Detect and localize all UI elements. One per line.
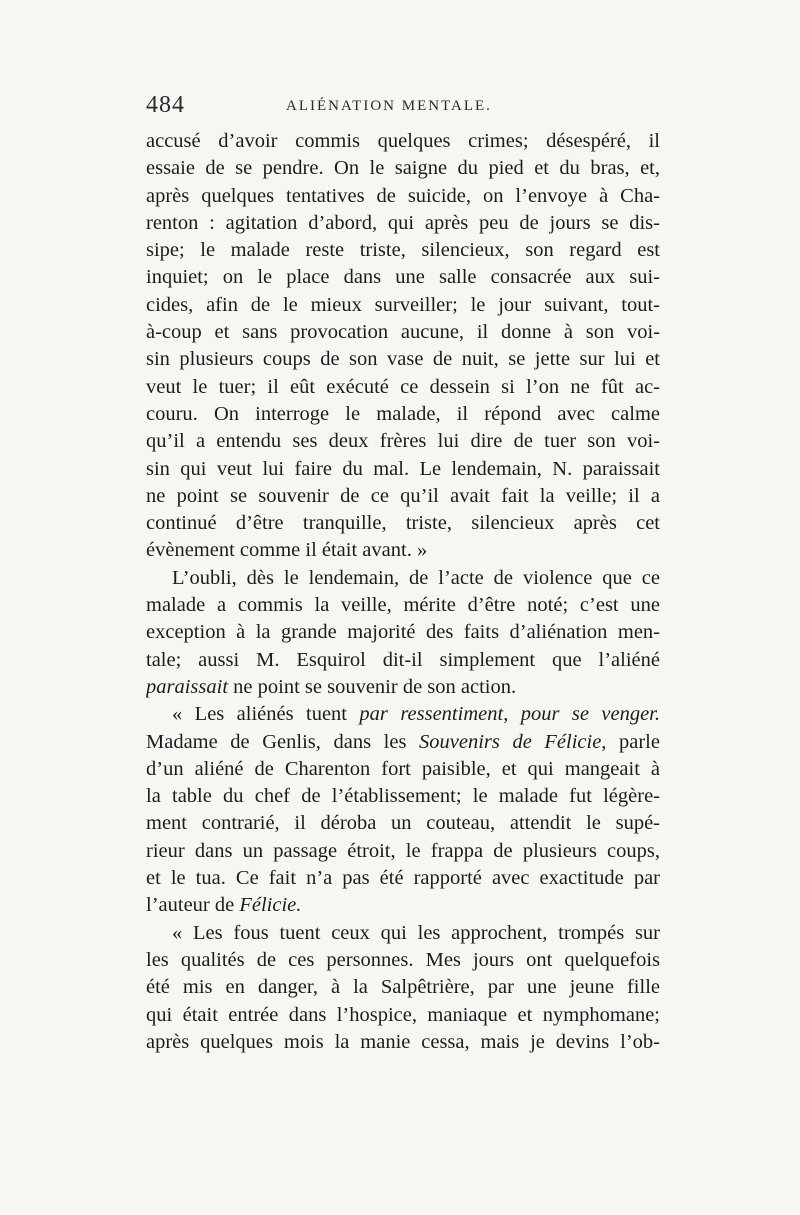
text-line: [146, 674, 660, 701]
text-line: continué d’être tranquille, triste, silencieux après cet: [146, 512, 660, 535]
text-line: malade a commis la veille, mérite d’être noté; c’est une: [146, 594, 660, 617]
text-line: rieur dans un passage étroit, le frappa de plusieurs coups,: [146, 839, 660, 862]
text-line: évènement comme il était avant. »: [146, 539, 428, 562]
text-line: qui était entrée dans l’hospice, maniaque et nymphomane;: [146, 1003, 660, 1026]
text-line: accusé d’avoir commis quelques crimes; désespéré, il: [146, 130, 660, 152]
text-line: après quelques tentatives de suicide, on l’envoye à Cha-: [146, 184, 660, 207]
text-run: , parle: [601, 730, 660, 753]
italic-text: pour se venger.: [520, 703, 660, 726]
text-line: essaie de se pendre. On le saigne du pied et du bras, et,: [146, 157, 660, 180]
text-line: « Les fous tuent ceux qui les approchent, trompés sur: [172, 921, 660, 944]
text-line: qu’il a entendu ses deux frères lui dire de tuer son voi-: [146, 430, 660, 453]
text-line: couru. On interroge le malade, il répond avec calme: [146, 402, 660, 425]
text-line: sin plusieurs coups de son vase de nuit, se jette sur lui et: [146, 348, 660, 371]
text-line: veut le tuer; il eût exécuté ce dessein si l’on ne fût ac-: [146, 375, 660, 398]
text-line: [146, 701, 660, 728]
text-line: ment contrarié, il déroba un couteau, attendit le supé-: [146, 812, 660, 835]
text-line: tale; aussi M. Esquirol dit-il simplement que l’aliéné: [146, 648, 660, 671]
text-run: « Les aliénés tuent: [172, 703, 360, 726]
italic-text: paraissait: [146, 675, 229, 698]
italic-text: Souvenirs de Félicie: [419, 730, 602, 753]
text-line: et le tua. Ce fait n’a pas été rapporté avec exactitude par: [146, 867, 660, 890]
text-line: L’oubli, dès le lendemain, de l’acte de violence que ce: [172, 566, 660, 589]
text-run: ne point se souvenir de son action.: [228, 675, 517, 698]
text-line: les qualités de ces personnes. Mes jours ont quelquefois: [146, 948, 660, 971]
text-line: renton : agitation d’abord, qui après peu de jours se dis-: [146, 211, 660, 234]
text-line: ne point se souvenir de ce qu’il avait fait la veille; il a: [146, 484, 660, 507]
text-line: la table du chef de l’établissement; le malade fut légère-: [146, 785, 660, 808]
text-line: [146, 729, 660, 756]
running-head: [146, 92, 660, 122]
text-line: été mis en danger, à la Salpêtrière, par une jeune fille: [146, 976, 660, 999]
text-line: à-coup et sans provocation aucune, il donne à son voi-: [146, 321, 660, 344]
text-run: ,: [503, 703, 521, 726]
text-line: d’un aliéné de Charenton fort paisible, et qui mangeait à: [146, 757, 660, 780]
body-text: [146, 128, 660, 1056]
text-line: exception à la grande majorité des faits d’aliénation men-: [146, 621, 660, 644]
text-line: sipe; le malade reste triste, silencieux, son regard est: [146, 239, 660, 262]
text-run: Madame de Genlis, dans les: [146, 730, 420, 753]
text-line: après quelques mois la manie cessa, mais je devins l’ob-: [146, 1030, 660, 1053]
italic-text: par ressentiment: [359, 703, 504, 726]
text-line: sin qui veut lui faire du mal. Le lendemain, N. paraissait: [146, 457, 660, 480]
italic-text: Félicie.: [239, 894, 302, 917]
text-line: cides, afin de le mieux surveiller; le jour suivant, tout-: [146, 293, 660, 316]
page-number: 484: [146, 92, 185, 118]
running-title: ALIÉNATION MENTALE.: [286, 98, 492, 114]
text-run: l’auteur de: [146, 894, 240, 917]
text-line: [146, 892, 660, 919]
text-line: inquiet; on le place dans une salle consacrée aux sui-: [146, 266, 660, 289]
